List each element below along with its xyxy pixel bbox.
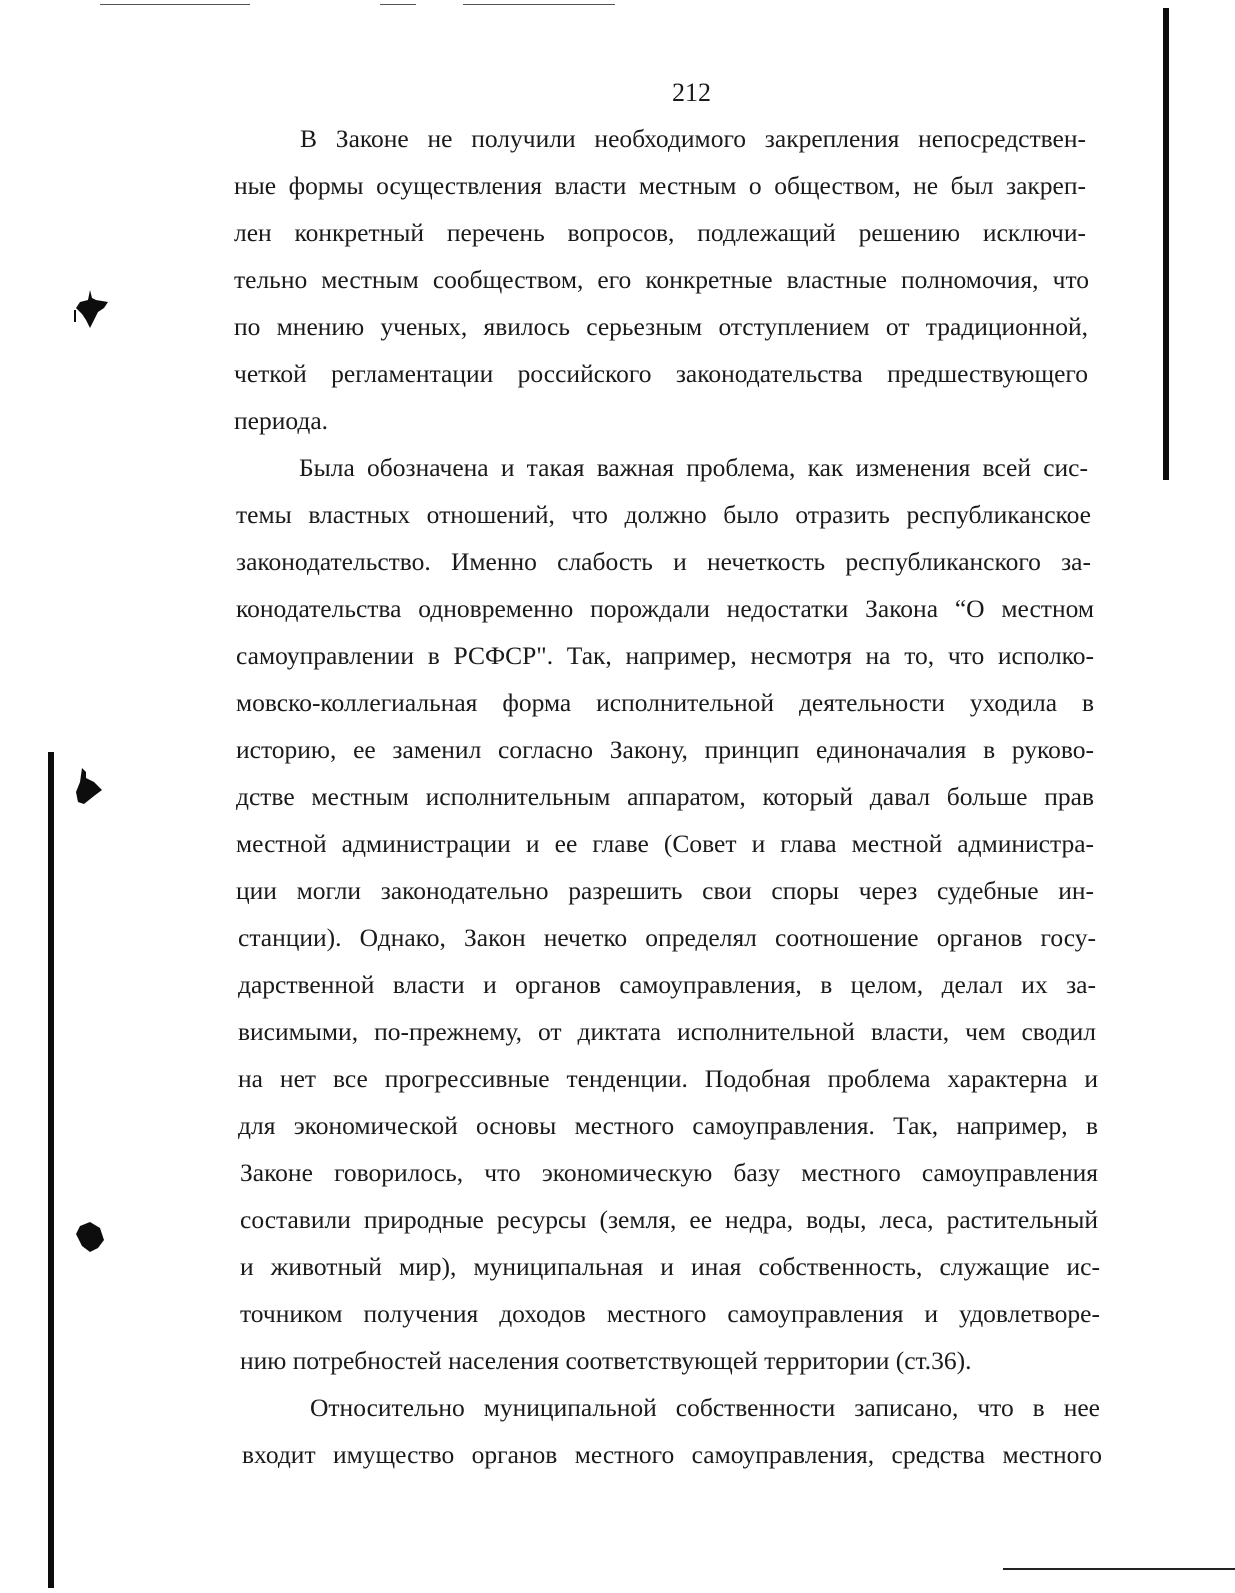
text-line: самоуправлении в РСФСР". Так, например, несмотря на то, что исполко- [236, 641, 1094, 670]
text-line: ции могли законодательно разрешить свои споры через судебные ин- [236, 876, 1094, 905]
text-line: точником получения доходов местного самоуправления и удовлетворе- [240, 1299, 1100, 1328]
text-line: лен конкретный перечень вопросов, подлежащий решению исключи- [234, 218, 1086, 247]
text-line: Была обозначена и такая важная проблема, как изменения всей сис- [299, 453, 1088, 482]
scan-top-rule [463, 4, 615, 5]
text-line: дарственной власти и органов самоуправления, в целом, делал их за- [238, 970, 1096, 999]
scan-left-edge-bar [48, 752, 54, 1588]
text-line: местной администрации и ее главе (Совет и глава местной администра- [236, 829, 1094, 858]
scan-top-rule [380, 4, 416, 5]
text-line: историю, ее заменил согласно Закону, принцип единоначалия в руково- [236, 735, 1094, 764]
text-line: висимыми, по-прежнему, от диктата исполнительной власти, чем сводил [238, 1017, 1096, 1046]
page-number: 212 [672, 78, 711, 107]
text-line: законодательство. Именно слабость и нечеткость республиканского за- [236, 547, 1091, 576]
punch-hole-mark [74, 768, 104, 808]
text-line: нию потребностей населения соответствующей территории (ст.36). [240, 1346, 972, 1375]
text-line: Относительно муниципальной собственности записано, что в нее [310, 1393, 1100, 1422]
text-line: станции). Однако, Закон нечетко определял соотношение органов госу- [238, 923, 1096, 952]
text-line: и животный мир), муниципальная и иная собственность, служащие ис- [240, 1252, 1100, 1281]
text-line: входит имущество органов местного самоуправления, средства местного [242, 1440, 1102, 1469]
text-line: периода. [234, 406, 329, 435]
text-line: составили природные ресурсы (земля, ее недра, воды, леса, растительный [240, 1205, 1098, 1234]
text-line: Законе говорилось, что экономическую базу местного самоуправления [240, 1158, 1098, 1187]
scan-bottom-rule [1003, 1568, 1235, 1570]
text-line: дстве местным исполнительным аппаратом, который давал больше прав [236, 782, 1094, 811]
scan-right-edge-bar [1163, 8, 1169, 480]
punch-hole-mark [74, 290, 110, 334]
scan-top-rule [100, 4, 250, 5]
text-line: мовско-коллегиальная форма исполнительной деятельности уходила в [236, 688, 1094, 717]
text-line: ные формы осуществления власти местным о обществом, не был закреп- [234, 171, 1086, 200]
text-line: темы властных отношений, что должно было отразить республиканское [236, 500, 1091, 529]
punch-hole-mark [76, 1222, 106, 1252]
text-line: В Законе не получили необходимого закрепления непосредствен- [300, 124, 1086, 153]
text-line: четкой регламентации российского законодательства предшествующего [234, 359, 1088, 388]
text-line: по мнению ученых, явилось серьезным отступлением от традиционной, [234, 312, 1088, 341]
text-line: тельно местным сообществом, его конкретные властные полномочия, что [234, 265, 1089, 294]
text-line: на нет все прогрессивные тенденции. Подобная проблема характерна и [238, 1064, 1098, 1093]
text-line: конодательства одновременно порождали недостатки Закона “О местном [236, 594, 1094, 623]
text-line: для экономической основы местного самоуправления. Так, например, в [238, 1111, 1098, 1140]
